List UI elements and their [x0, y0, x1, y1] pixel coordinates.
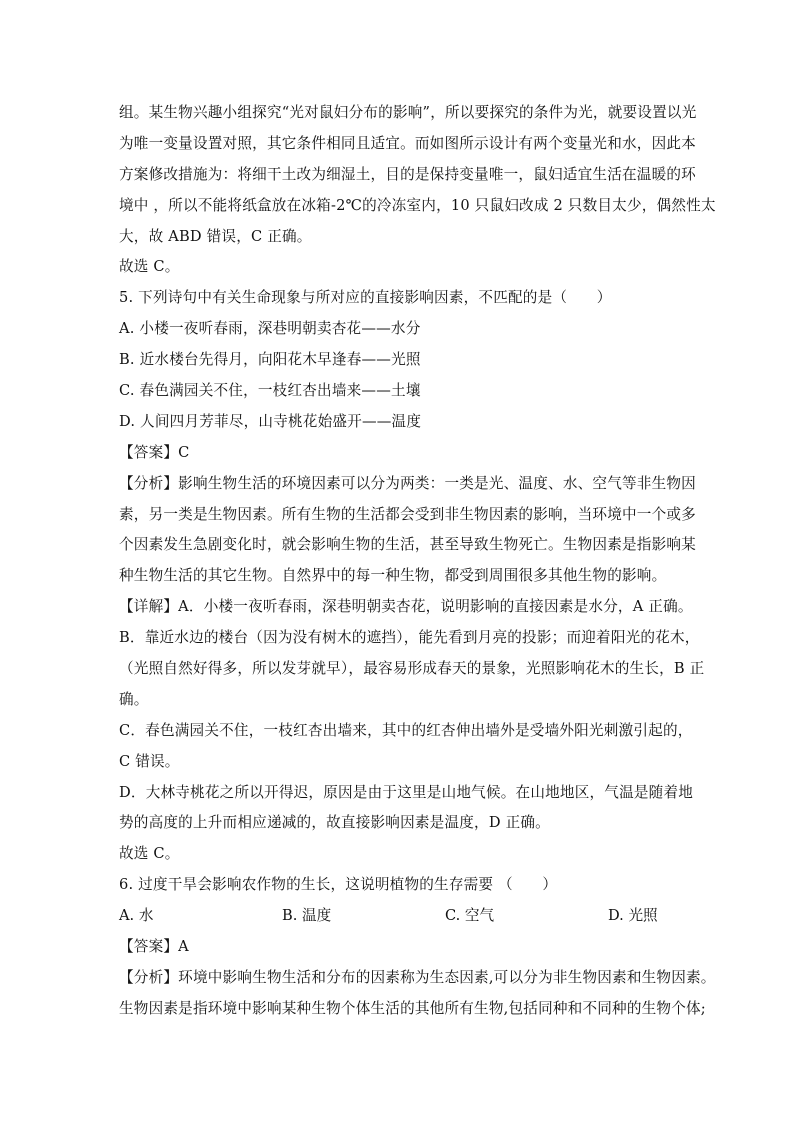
analysis-line: 素，另一类是生物因素。所有生物的生活都会受到非生物因素的影响，当环境中一个或多 — [119, 505, 696, 523]
detail-line: D．大林寺桃花之所以开得迟，原因是由于这里是山地气候。在山地地区，气温是随着地 — [119, 783, 694, 801]
text-line: 境中 ，所以不能将纸盒放在冰箱-2℃的冷冻室内，10 只鼠妇改成 2 只数目太少，偶然性太 — [119, 196, 716, 214]
text-line: 组。某生物兴趣小组探究“光对鼠妇分布的影响”，所以要探究的条件为光，就要设置以光 — [119, 104, 697, 121]
detail-line: （光照自然好得多，所以发芽就早），最容易形成春天的景象，光照影响花木的生长，B 正 — [119, 660, 705, 678]
analysis-line: 生物因素是指环境中影响某种生物个体生活的其他所有生物,包括同种和不同种的生物个体; — [119, 999, 706, 1017]
text-line: 大，故 ABD 错误，C 正确。 — [119, 227, 312, 245]
option-c: C. 空气 — [445, 907, 495, 925]
analysis-line: 【分析】环境中影响生物生活和分布的因素称为生态因素,可以分为非生物因素和生物因素。 — [119, 968, 716, 986]
text-line: 方案修改措施为：将细干土改为细湿土，目的是保持变量唯一，鼠妇适宜生活在温暖的环 — [119, 165, 696, 183]
detail-line: B．靠近水边的楼台（因为没有树木的遮挡），能先看到月亮的投影；而迎着阳光的花木， — [119, 629, 700, 647]
option-a: A. 小楼一夜听春雨，深巷明朝卖杏花——水分 — [119, 320, 421, 338]
option-b: B. 近水楼台先得月，向阳花木早逢春——光照 — [119, 351, 421, 369]
option-d: D. 人间四月芳菲尽，山寺桃花始盛开——温度 — [119, 412, 422, 430]
question-5 — [119, 283, 705, 870]
analysis-line: 【分析】影响生物生活的环境因素可以分为两类：一类是光、温度、水、空气等非生物因 — [119, 474, 696, 492]
detail-line: C 错误。 — [119, 752, 180, 770]
option-a: A. 水 — [119, 907, 154, 925]
detail-line: 确。 — [119, 690, 149, 708]
choose-line: 故选 C。 — [119, 258, 180, 276]
analysis-line: 种生物生活的其它生物。自然界中的每一种生物，都受到周围很多其他生物的影响。 — [119, 567, 667, 585]
text-line: 为唯一变量设置对照，其它条件相同且适宜。而如图所示设计有两个变量光和水，因此本 — [119, 134, 696, 152]
option-b: B. 温度 — [282, 907, 332, 925]
options-row — [119, 901, 679, 932]
detail-line: 势的高度的上升而相应递减的，故直接影响因素是温度，D 正确。 — [119, 814, 550, 832]
question-stem: 5. 下列诗句中有关生命现象与所对应的直接影响因素，不匹配的是（ ） — [119, 289, 612, 307]
answer-line: 【答案】C — [119, 443, 190, 461]
choose-line: 故选 C。 — [119, 845, 180, 863]
option-c: C. 春色满园关不住，一枝红杏出墙来——土壤 — [119, 382, 421, 400]
document-body — [119, 98, 716, 1025]
question-6 — [119, 870, 716, 1024]
detail-line: 【详解】A．小楼一夜听春雨，深巷明朝卖杏花，说明影响的直接因素是水分，A 正确。 — [119, 598, 693, 616]
answer-line: 【答案】A — [119, 938, 189, 956]
detail-line: C．春色满园关不住，一枝红杏出墙来，其中的红杏伸出墙外是受墙外阳光刺激引起的， — [119, 721, 693, 739]
option-d: D. 光照 — [608, 907, 658, 925]
intro-paragraph — [119, 98, 716, 283]
analysis-line: 个因素发生急剧变化时，就会影响生物的生活，甚至导致生物死亡。生物因素是指影响某 — [119, 536, 696, 554]
question-stem: 6. 过度干旱会影响农作物的生长，这说明植物的生存需要 （ ） — [119, 876, 558, 894]
